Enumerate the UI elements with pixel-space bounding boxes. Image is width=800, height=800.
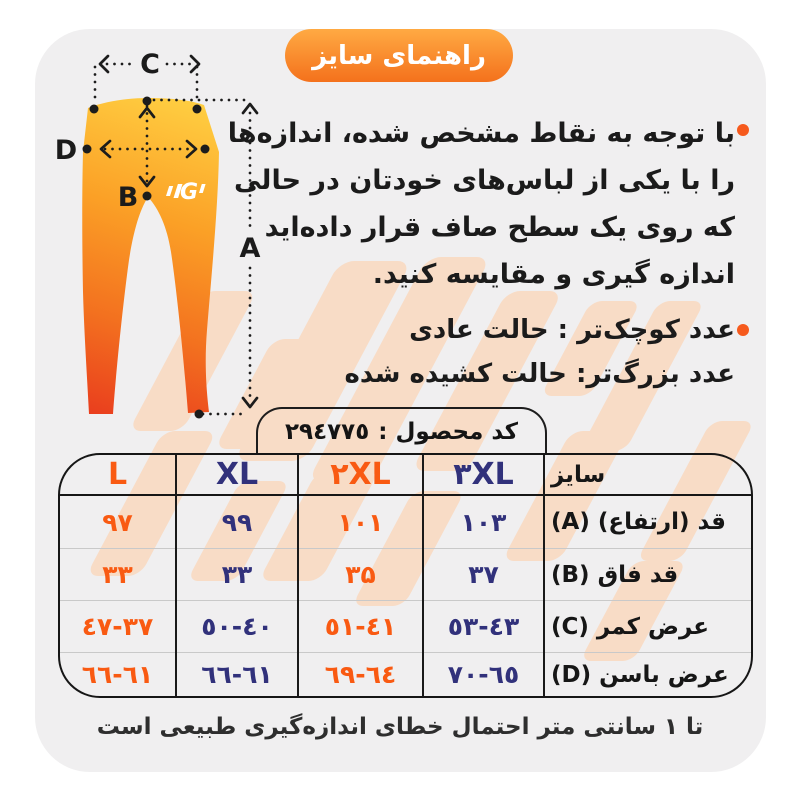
- table-cell: ۱۰۱: [299, 496, 422, 549]
- badge-label: راهنمای سایز: [312, 40, 486, 71]
- instruction-line: با توجه به نقاط مشخص شده، اندازه‌ها: [227, 118, 735, 149]
- bullet-icon: [737, 124, 749, 136]
- size-table-column-xl: [177, 455, 299, 696]
- table-cell: ٤٣-٥٣: [424, 601, 543, 653]
- pants-shape: [82, 98, 219, 414]
- size-table-column-l: [60, 455, 177, 696]
- table-cell: ٦١-٦٦: [201, 660, 273, 689]
- row-label-hip: عرض باسن (D): [551, 661, 729, 688]
- table-cell: ٦٥-٧٠: [447, 660, 520, 689]
- row-label-height: قد (ارتفاع) (A): [545, 496, 751, 549]
- table-cell: ٦١-٦٦: [81, 660, 154, 689]
- instruction-line: را با یکی از لباس‌های خودتان در حالی: [233, 165, 735, 196]
- instruction-text-block: [228, 110, 735, 298]
- legend-line: عدد بزرگ‌تر: حالت کشیده شده: [344, 359, 735, 389]
- size-table-column-3xl: [424, 455, 545, 696]
- table-cell: ٤١-٥١: [299, 601, 422, 653]
- bullet-icon: [737, 324, 749, 336]
- row-label-waist: عرض کمر (C): [545, 601, 751, 653]
- table-cell: ٣٧-٤٧: [60, 601, 175, 653]
- table-cell: ٦٤-٦٩: [324, 660, 397, 689]
- label-measure-b: B: [117, 182, 139, 213]
- instruction-line: اندازه گیری و مقایسه کنید.: [372, 259, 735, 290]
- table-cell: ۳۳: [60, 549, 175, 601]
- table-cell: ۳۵: [299, 549, 422, 601]
- label-measure-c: C: [140, 50, 160, 80]
- table-cell: ۱۰۳: [424, 496, 543, 549]
- instruction-line: که روی یک سطح صاف قرار داده‌اید: [264, 212, 735, 243]
- product-code-tab: [256, 407, 547, 455]
- size-table: [58, 453, 753, 698]
- size-header-2xl: ۲XL: [299, 455, 422, 496]
- svg-text:G: G: [179, 180, 199, 205]
- size-table-column-2xl: [299, 455, 424, 696]
- legend-text-block: [345, 308, 735, 396]
- table-cell: ٤٠-٥٠: [177, 601, 297, 653]
- product-code-label: کد محصول :: [378, 419, 518, 445]
- size-header-3xl: ۳XL: [424, 455, 543, 496]
- size-guide-badge: [285, 29, 513, 82]
- product-code-value: ۲۹٤۷۷٥: [285, 419, 370, 445]
- legend-line: عدد کوچک‌تر : حالت عادی: [409, 315, 735, 345]
- size-header-xl: XL: [177, 455, 297, 496]
- table-cell: ۳۳: [177, 549, 297, 601]
- size-column-header: سایز: [545, 455, 751, 496]
- label-measure-a: A: [239, 233, 261, 264]
- table-cell: ۳۷: [424, 549, 543, 601]
- table-cell: ۹۹: [177, 496, 297, 549]
- footnote: تا ۱ سانتی متر احتمال خطای اندازه‌گیری طبیعی است: [96, 714, 704, 740]
- label-measure-d: D: [54, 135, 78, 166]
- table-cell: ۹۷: [60, 496, 175, 549]
- size-header-l: L: [60, 455, 175, 496]
- row-label-crotch: قد فاق (B): [545, 549, 751, 601]
- size-table-column-labels: [545, 455, 751, 696]
